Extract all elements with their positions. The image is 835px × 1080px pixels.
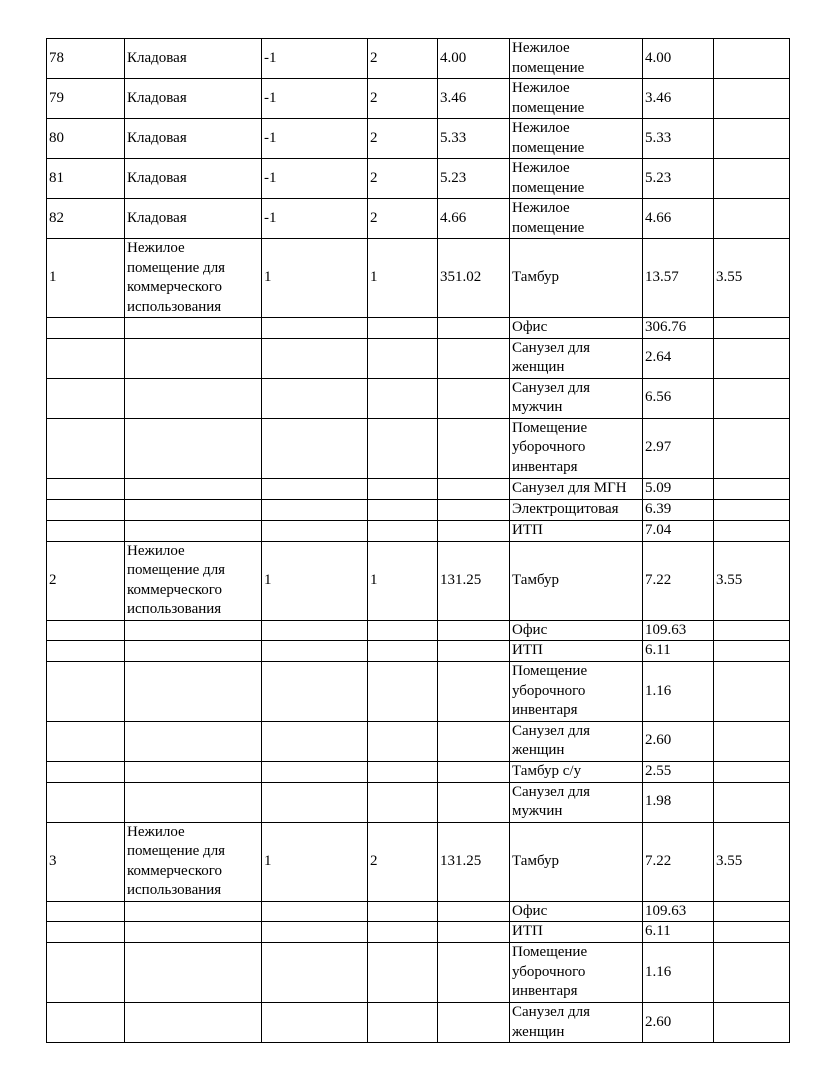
cell-height: 3.55 bbox=[714, 239, 790, 318]
cell-total-area bbox=[438, 418, 510, 478]
cell-section bbox=[262, 943, 368, 1003]
cell-name: Кладовая bbox=[125, 119, 262, 159]
cell-height bbox=[714, 199, 790, 239]
cell-total-area bbox=[438, 1003, 510, 1043]
cell-room-name: Помещение уборочного инвентаря bbox=[510, 943, 643, 1003]
cell-room-area: 13.57 bbox=[643, 239, 714, 318]
cell-height bbox=[714, 641, 790, 662]
cell-room-area: 2.55 bbox=[643, 761, 714, 782]
cell-name bbox=[125, 378, 262, 418]
cell-floor: 1 bbox=[368, 239, 438, 318]
table-row bbox=[47, 338, 790, 378]
cell-name bbox=[125, 1003, 262, 1043]
cell-room-area: 2.97 bbox=[643, 418, 714, 478]
cell-name bbox=[125, 520, 262, 541]
cell-room-area: 4.00 bbox=[643, 39, 714, 79]
cell-section bbox=[262, 318, 368, 339]
cell-height bbox=[714, 782, 790, 822]
cell-section bbox=[262, 620, 368, 641]
cell-floor bbox=[368, 318, 438, 339]
cell-number bbox=[47, 1003, 125, 1043]
table-row bbox=[47, 520, 790, 541]
table-row bbox=[47, 620, 790, 641]
cell-total-area: 351.02 bbox=[438, 239, 510, 318]
cell-floor bbox=[368, 901, 438, 922]
cell-height bbox=[714, 418, 790, 478]
cell-floor bbox=[368, 338, 438, 378]
cell-room-area: 6.11 bbox=[643, 922, 714, 943]
cell-floor bbox=[368, 478, 438, 499]
cell-name bbox=[125, 338, 262, 378]
table-row bbox=[47, 418, 790, 478]
cell-room-area: 5.33 bbox=[643, 119, 714, 159]
cell-number bbox=[47, 478, 125, 499]
cell-number bbox=[47, 901, 125, 922]
cell-name: Кладовая bbox=[125, 159, 262, 199]
cell-room-name: Офис bbox=[510, 901, 643, 922]
cell-room-name: Нежилое помещение bbox=[510, 199, 643, 239]
cell-section: -1 bbox=[262, 79, 368, 119]
cell-room-name: Нежилое помещение bbox=[510, 79, 643, 119]
cell-total-area: 5.23 bbox=[438, 159, 510, 199]
cell-height: 3.55 bbox=[714, 822, 790, 901]
cell-section bbox=[262, 662, 368, 722]
cell-section bbox=[262, 478, 368, 499]
cell-section bbox=[262, 418, 368, 478]
cell-total-area: 4.66 bbox=[438, 199, 510, 239]
cell-section bbox=[262, 901, 368, 922]
cell-total-area: 4.00 bbox=[438, 39, 510, 79]
cell-floor: 2 bbox=[368, 119, 438, 159]
table-row bbox=[47, 318, 790, 339]
cell-room-name: Офис bbox=[510, 620, 643, 641]
table-row bbox=[47, 641, 790, 662]
cell-room-area: 1.16 bbox=[643, 943, 714, 1003]
cell-section bbox=[262, 641, 368, 662]
cell-total-area bbox=[438, 782, 510, 822]
cell-total-area bbox=[438, 499, 510, 520]
cell-room-name: Тамбур bbox=[510, 541, 643, 620]
cell-room-area: 3.46 bbox=[643, 79, 714, 119]
cell-total-area bbox=[438, 478, 510, 499]
cell-name: Нежилое помещение для коммерческого использования bbox=[125, 822, 262, 901]
cell-height bbox=[714, 39, 790, 79]
cell-floor bbox=[368, 782, 438, 822]
cell-number bbox=[47, 943, 125, 1003]
cell-room-name: Тамбур с/у bbox=[510, 761, 643, 782]
cell-total-area: 5.33 bbox=[438, 119, 510, 159]
cell-total-area: 3.46 bbox=[438, 79, 510, 119]
cell-height bbox=[714, 119, 790, 159]
cell-room-name: Санузел для женщин bbox=[510, 1003, 643, 1043]
cell-room-name: Помещение уборочного инвентаря bbox=[510, 662, 643, 722]
cell-name bbox=[125, 782, 262, 822]
cell-room-name: ИТП bbox=[510, 641, 643, 662]
table-row bbox=[47, 1003, 790, 1043]
cell-name bbox=[125, 641, 262, 662]
cell-section bbox=[262, 1003, 368, 1043]
cell-total-area bbox=[438, 721, 510, 761]
cell-number bbox=[47, 499, 125, 520]
cell-number bbox=[47, 378, 125, 418]
cell-total-area bbox=[438, 378, 510, 418]
cell-height bbox=[714, 721, 790, 761]
cell-floor bbox=[368, 721, 438, 761]
cell-floor bbox=[368, 418, 438, 478]
table-row bbox=[47, 721, 790, 761]
cell-total-area bbox=[438, 318, 510, 339]
cell-room-area: 2.60 bbox=[643, 1003, 714, 1043]
cell-height bbox=[714, 499, 790, 520]
cell-number bbox=[47, 418, 125, 478]
cell-room-name: Нежилое помещение bbox=[510, 159, 643, 199]
cell-height bbox=[714, 922, 790, 943]
cell-number bbox=[47, 641, 125, 662]
cell-room-area: 7.22 bbox=[643, 541, 714, 620]
cell-section: -1 bbox=[262, 119, 368, 159]
cell-room-area: 2.60 bbox=[643, 721, 714, 761]
cell-name bbox=[125, 901, 262, 922]
cell-floor bbox=[368, 943, 438, 1003]
cell-room-area: 306.76 bbox=[643, 318, 714, 339]
cell-name: Нежилое помещение для коммерческого использования bbox=[125, 239, 262, 318]
cell-section: 1 bbox=[262, 239, 368, 318]
cell-room-area: 6.56 bbox=[643, 378, 714, 418]
cell-number: 81 bbox=[47, 159, 125, 199]
cell-section bbox=[262, 782, 368, 822]
cell-room-name: Санузел для МГН bbox=[510, 478, 643, 499]
cell-name bbox=[125, 478, 262, 499]
premises-table bbox=[46, 38, 790, 1043]
cell-height bbox=[714, 159, 790, 199]
cell-floor bbox=[368, 620, 438, 641]
cell-name bbox=[125, 761, 262, 782]
cell-floor bbox=[368, 761, 438, 782]
cell-number: 3 bbox=[47, 822, 125, 901]
cell-section: -1 bbox=[262, 159, 368, 199]
cell-section: 1 bbox=[262, 541, 368, 620]
cell-name bbox=[125, 318, 262, 339]
cell-room-name: Нежилое помещение bbox=[510, 39, 643, 79]
cell-floor bbox=[368, 1003, 438, 1043]
cell-floor: 2 bbox=[368, 159, 438, 199]
cell-height bbox=[714, 520, 790, 541]
cell-room-name: ИТП bbox=[510, 922, 643, 943]
cell-total-area bbox=[438, 338, 510, 378]
cell-section: 1 bbox=[262, 822, 368, 901]
cell-height bbox=[714, 338, 790, 378]
cell-height bbox=[714, 901, 790, 922]
cell-floor: 2 bbox=[368, 199, 438, 239]
cell-number bbox=[47, 662, 125, 722]
cell-room-area: 1.98 bbox=[643, 782, 714, 822]
table-row bbox=[47, 541, 790, 620]
cell-number bbox=[47, 922, 125, 943]
cell-name: Кладовая bbox=[125, 79, 262, 119]
cell-section bbox=[262, 761, 368, 782]
cell-height bbox=[714, 662, 790, 722]
table-row bbox=[47, 239, 790, 318]
cell-room-name: Санузел для женщин bbox=[510, 721, 643, 761]
cell-room-name: Помещение уборочного инвентаря bbox=[510, 418, 643, 478]
cell-number: 82 bbox=[47, 199, 125, 239]
cell-room-name: Нежилое помещение bbox=[510, 119, 643, 159]
cell-name: Нежилое помещение для коммерческого использования bbox=[125, 541, 262, 620]
cell-floor bbox=[368, 378, 438, 418]
cell-floor: 2 bbox=[368, 79, 438, 119]
cell-room-area: 6.39 bbox=[643, 499, 714, 520]
cell-number bbox=[47, 761, 125, 782]
table-row bbox=[47, 901, 790, 922]
cell-name bbox=[125, 620, 262, 641]
cell-section bbox=[262, 378, 368, 418]
cell-room-area: 5.23 bbox=[643, 159, 714, 199]
premises-table-body bbox=[47, 39, 790, 1043]
cell-room-area: 5.09 bbox=[643, 478, 714, 499]
cell-number: 1 bbox=[47, 239, 125, 318]
table-row bbox=[47, 761, 790, 782]
cell-room-area: 109.63 bbox=[643, 620, 714, 641]
cell-number bbox=[47, 782, 125, 822]
cell-floor bbox=[368, 499, 438, 520]
cell-room-name: Тамбур bbox=[510, 239, 643, 318]
cell-number: 80 bbox=[47, 119, 125, 159]
table-row bbox=[47, 499, 790, 520]
cell-section bbox=[262, 338, 368, 378]
cell-section: -1 bbox=[262, 199, 368, 239]
cell-room-name: Санузел для мужчин bbox=[510, 782, 643, 822]
table-row bbox=[47, 922, 790, 943]
cell-room-area: 109.63 bbox=[643, 901, 714, 922]
cell-section bbox=[262, 499, 368, 520]
cell-height bbox=[714, 378, 790, 418]
table-row bbox=[47, 39, 790, 79]
cell-floor: 1 bbox=[368, 541, 438, 620]
cell-height bbox=[714, 761, 790, 782]
cell-number bbox=[47, 520, 125, 541]
cell-height bbox=[714, 478, 790, 499]
table-row bbox=[47, 943, 790, 1003]
cell-name: Кладовая bbox=[125, 39, 262, 79]
cell-room-area: 7.04 bbox=[643, 520, 714, 541]
cell-room-name: Электрощитовая bbox=[510, 499, 643, 520]
cell-room-name: Санузел для мужчин bbox=[510, 378, 643, 418]
cell-room-area: 6.11 bbox=[643, 641, 714, 662]
cell-total-area: 131.25 bbox=[438, 541, 510, 620]
cell-height bbox=[714, 1003, 790, 1043]
cell-height bbox=[714, 318, 790, 339]
table-row bbox=[47, 378, 790, 418]
table-row bbox=[47, 159, 790, 199]
cell-number bbox=[47, 620, 125, 641]
cell-floor: 2 bbox=[368, 822, 438, 901]
cell-section bbox=[262, 520, 368, 541]
cell-room-area: 7.22 bbox=[643, 822, 714, 901]
cell-number: 79 bbox=[47, 79, 125, 119]
cell-total-area: 131.25 bbox=[438, 822, 510, 901]
cell-room-name: Санузел для женщин bbox=[510, 338, 643, 378]
cell-section: -1 bbox=[262, 39, 368, 79]
cell-name bbox=[125, 943, 262, 1003]
cell-name bbox=[125, 418, 262, 478]
cell-room-name: ИТП bbox=[510, 520, 643, 541]
table-row bbox=[47, 662, 790, 722]
cell-floor bbox=[368, 641, 438, 662]
cell-total-area bbox=[438, 922, 510, 943]
cell-name: Кладовая bbox=[125, 199, 262, 239]
cell-total-area bbox=[438, 620, 510, 641]
cell-number bbox=[47, 318, 125, 339]
cell-height bbox=[714, 943, 790, 1003]
cell-room-area: 4.66 bbox=[643, 199, 714, 239]
cell-number: 78 bbox=[47, 39, 125, 79]
cell-floor: 2 bbox=[368, 39, 438, 79]
cell-section bbox=[262, 922, 368, 943]
cell-section bbox=[262, 721, 368, 761]
cell-total-area bbox=[438, 761, 510, 782]
cell-total-area bbox=[438, 943, 510, 1003]
cell-total-area bbox=[438, 520, 510, 541]
cell-number: 2 bbox=[47, 541, 125, 620]
table-row bbox=[47, 822, 790, 901]
cell-name bbox=[125, 922, 262, 943]
cell-total-area bbox=[438, 901, 510, 922]
cell-room-name: Офис bbox=[510, 318, 643, 339]
cell-height bbox=[714, 79, 790, 119]
cell-total-area bbox=[438, 662, 510, 722]
cell-number bbox=[47, 721, 125, 761]
cell-floor bbox=[368, 922, 438, 943]
table-row bbox=[47, 79, 790, 119]
table-row bbox=[47, 782, 790, 822]
cell-name bbox=[125, 721, 262, 761]
table-row bbox=[47, 119, 790, 159]
table-row bbox=[47, 478, 790, 499]
cell-floor bbox=[368, 662, 438, 722]
cell-name bbox=[125, 662, 262, 722]
cell-room-area: 2.64 bbox=[643, 338, 714, 378]
cell-name bbox=[125, 499, 262, 520]
cell-total-area bbox=[438, 641, 510, 662]
cell-floor bbox=[368, 520, 438, 541]
cell-height: 3.55 bbox=[714, 541, 790, 620]
cell-room-area: 1.16 bbox=[643, 662, 714, 722]
cell-room-name: Тамбур bbox=[510, 822, 643, 901]
cell-height bbox=[714, 620, 790, 641]
cell-number bbox=[47, 338, 125, 378]
table-row bbox=[47, 199, 790, 239]
